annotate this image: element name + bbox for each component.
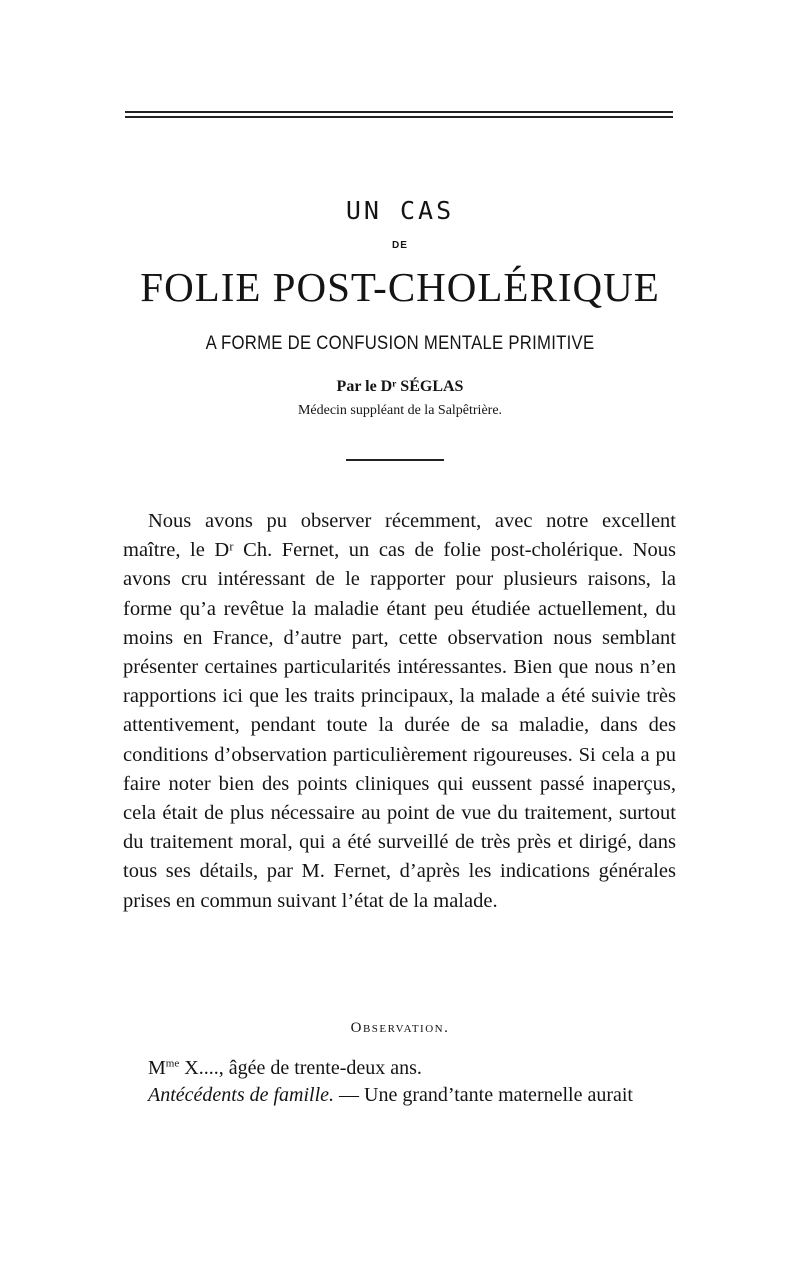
page-subtitle: A FORME DE CONFUSION MENTALE PRIMITIVE [205, 333, 595, 354]
body-text [123, 507, 676, 916]
section-divider [346, 459, 444, 461]
intro-paragraph: Nous avons pu observer récemment, avec notre excellent maître, le Dʳ Ch. Fernet, un cas de folie post-cholérique. Nous avons cru intéressant de le rapporter pour plusieurs raisons, la forme qu’a revêtue la maladie étant peu étudiée actuellement, du moins en France, d’autre part, cette observation nous semblant présenter certaines particularités intéressantes. Bien que nous n’en rapportions ici que les traits principaux, la malade a été suivie très attentivement, pendant toute la durée de sa maladie, dans des conditions d’observation particulièrement rigoureuses. Si cela a pu faire noter bien des points cliniques qui eussent passé inaperçus, cela était de plus nécessaire au point de vue du traitement, surtout du traitement moral, qui a été surveillé de très près et dirigé, dans tous ses détails, par M. Fernet, d’après les indications générales prises en commun suivant l’état de la malade. [123, 510, 676, 912]
top-rule-upper [125, 111, 673, 113]
page-title: FOLIE POST-CHOLÉRIQUE [140, 264, 660, 310]
antecedents-line [148, 1084, 676, 1107]
patient-rest: X...., âgée de trente-deux ans. [179, 1057, 422, 1079]
author-affiliation: Médecin suppléant de la Salpêtrière. [297, 403, 503, 418]
patient-sup: me [165, 1057, 180, 1070]
antecedents-text: — Une grand’tante maternelle aurait [334, 1084, 633, 1106]
title-de: DE [392, 240, 408, 251]
title-un-cas: UN CAS [345, 196, 455, 225]
observation-heading: Observation. [350, 1020, 450, 1036]
top-rule-lower [125, 116, 673, 118]
patient-prefix: M [148, 1057, 166, 1079]
antecedents-label: Antécédents de famille. [148, 1084, 335, 1106]
patient-line [148, 1057, 422, 1080]
author-byline: Par le Dʳ SÉGLAS [336, 378, 464, 395]
